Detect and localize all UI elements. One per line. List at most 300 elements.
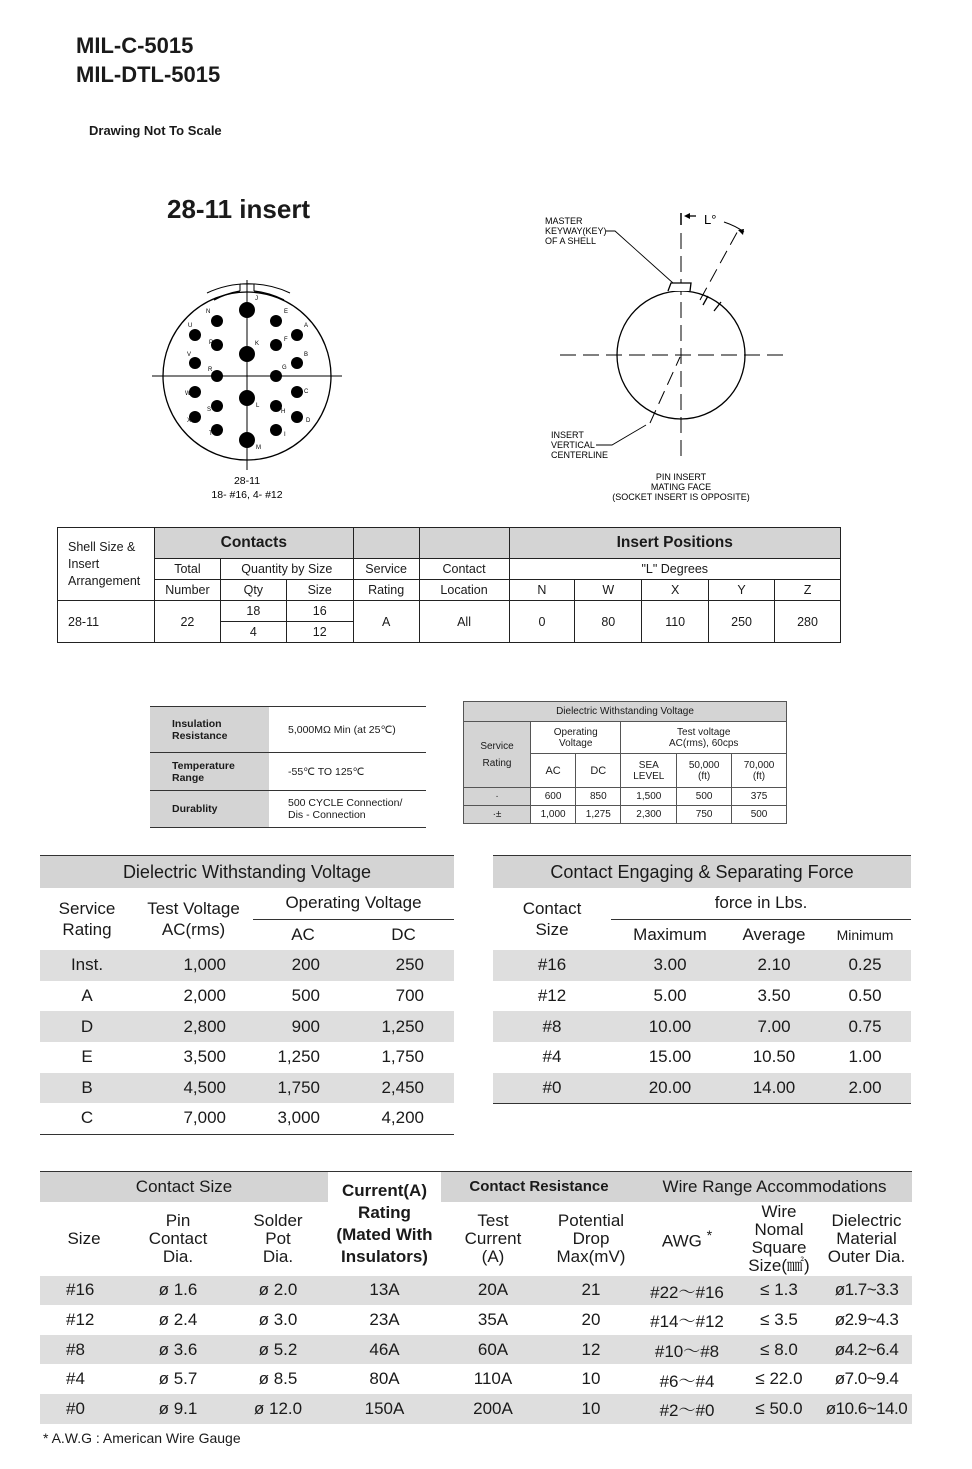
- contact-pin: [291, 329, 303, 341]
- cs-cell: 200A: [441, 1394, 545, 1424]
- small-dwv-ac: AC: [531, 754, 576, 788]
- small-dwv-cell: 1,500: [621, 788, 677, 806]
- small-dwv-50k-line2: (ft): [698, 770, 711, 782]
- wire-range-header: Wire Range Accommodations: [637, 1172, 912, 1202]
- small-dwv-test-line1: Test voltage: [677, 726, 731, 738]
- insulation-value-line1: 5,000MΩ Min (at 25℃): [288, 723, 396, 736]
- contact-letter: L: [256, 403, 260, 409]
- force-row: [493, 950, 911, 981]
- cs-cell: 60A: [441, 1335, 545, 1365]
- cs-solder-header: [228, 1202, 328, 1276]
- small-dwv-service-header: [464, 722, 531, 788]
- cs-row: [40, 1394, 912, 1424]
- insulation-key: [150, 707, 269, 753]
- small-dwv-row: [464, 788, 787, 806]
- dwv-row: [40, 1042, 454, 1073]
- durability-value-line2: Dis - Connection: [288, 809, 366, 821]
- cs-cell: #2～#0: [637, 1394, 737, 1424]
- cs-cell: 110A: [473, 1369, 513, 1389]
- force-title: Contact Engaging & Separating Force: [493, 856, 911, 889]
- cs-cell: ø 8.5: [258, 1369, 298, 1389]
- contacts-table: [57, 527, 841, 643]
- cs-diel-line2: Material: [836, 1228, 897, 1248]
- current-rating-line3: (Mated With: [336, 1224, 433, 1244]
- dwv-cell: D: [40, 1011, 134, 1042]
- force-cell: 5.00: [653, 986, 687, 1006]
- dwv-table: [40, 855, 454, 1135]
- small-dwv-70k-line2: (ft): [752, 770, 766, 782]
- cs-cell: 21: [545, 1276, 637, 1306]
- contact-letter: W: [185, 391, 191, 397]
- contacts-header: Contacts: [154, 528, 353, 559]
- cs-cell: ≤ 22.0: [755, 1369, 803, 1389]
- dwv-cell: 1,750: [381, 1047, 424, 1067]
- contact-pin: [270, 339, 282, 351]
- force-cell: 14.00: [729, 1073, 819, 1104]
- cs-test-line3: (A): [481, 1246, 505, 1266]
- contact-pin: [211, 400, 223, 412]
- contact-pin: [189, 357, 201, 369]
- small-dwv-cell: ·±: [464, 806, 531, 824]
- contact-letter: E: [284, 309, 289, 315]
- qty-by-size-header: Quantity by Size: [220, 559, 353, 580]
- cs-awg-header: [637, 1202, 737, 1276]
- pos-value-x: 110: [642, 601, 709, 643]
- dwv-operating-header: Operating Voltage: [253, 888, 454, 919]
- small-dwv-cell: 500: [677, 788, 732, 806]
- small-dwv-title: Dielectric Withstanding Voltage: [464, 702, 787, 722]
- cs-wire-line2: Square: [751, 1237, 807, 1257]
- cs-drop-line3: Max(mV): [556, 1246, 626, 1266]
- pos-value-n: 0: [509, 601, 575, 643]
- insert-vertical-label-2: VERTICAL: [551, 440, 595, 450]
- mating-face-label-3: (SOCKET INSERT IS OPPOSITE): [612, 492, 750, 502]
- pos-col-x: X: [642, 580, 709, 601]
- cs-cell: ≤ 1.3: [737, 1276, 821, 1306]
- dwv-cell: 1,750: [253, 1073, 353, 1104]
- cs-cell: ≤ 50.0: [737, 1394, 821, 1424]
- cs-cell: 10: [581, 1369, 601, 1389]
- cs-solder-line1: Solder: [253, 1210, 303, 1230]
- small-dwv-cell: 500: [732, 806, 787, 824]
- cs-cell: 20: [581, 1309, 601, 1329]
- force-table: [493, 855, 911, 1104]
- dwv-service-line1: Service: [58, 899, 116, 919]
- small-dwv-rows: [464, 788, 787, 824]
- dwv-row: [40, 981, 454, 1012]
- cs-cell: 12: [545, 1335, 637, 1365]
- contact-letter: V: [187, 352, 192, 358]
- cs-cell: #10～#8: [637, 1335, 737, 1365]
- cs-cell: 80A: [369, 1369, 400, 1389]
- pos-col-y: Y: [709, 580, 775, 601]
- dwv-row: [40, 950, 454, 981]
- cs-cell: #6～#4: [659, 1371, 715, 1391]
- cs-diel-line1: Dielectric: [831, 1210, 902, 1230]
- small-dwv-cell: 1,275: [576, 806, 621, 824]
- shell-size-header-line3: Arrangement: [68, 573, 141, 588]
- temperature-value-line1: -55℃ TO 125℃: [288, 765, 365, 778]
- contact-pin: [291, 386, 303, 398]
- contact-letter: A: [304, 323, 309, 329]
- blank-header-location: [419, 528, 509, 559]
- insulation-key-line1: Insulation: [172, 717, 222, 730]
- force-cell: 3.50: [757, 986, 791, 1006]
- temperature-row: [150, 753, 426, 791]
- force-max-header: Maximum: [633, 924, 707, 944]
- dwv-title: Dielectric Withstanding Voltage: [40, 856, 454, 889]
- contact-letter: D: [306, 418, 311, 424]
- cs-cell: 150A: [328, 1394, 441, 1424]
- cs-cell: ø 5.2: [228, 1335, 328, 1365]
- insulation-key-line2: Resistance: [172, 729, 228, 742]
- durability-key: [150, 791, 269, 828]
- dwv-cell: E: [81, 1047, 93, 1067]
- contact-letter: H: [281, 409, 286, 415]
- dwv-cell: 4,500: [134, 1073, 253, 1104]
- qty-header: Qty: [220, 580, 286, 601]
- force-unit-header: force in Lbs.: [611, 888, 911, 919]
- small-dwv-cell: 850: [576, 788, 621, 806]
- dwv-cell: 7,000: [134, 1103, 253, 1134]
- cs-cell: 20A: [441, 1276, 545, 1306]
- insert-caption-line1: 28-11: [233, 475, 261, 487]
- cs-cell: #0: [40, 1394, 128, 1424]
- orientation-drawing: [540, 205, 800, 505]
- size-value-1: 16: [286, 601, 353, 622]
- force-cell: 2.10: [729, 950, 819, 981]
- cs-row: [40, 1305, 912, 1335]
- force-contact-header: [493, 888, 611, 950]
- cs-pin-line2: Contact: [148, 1228, 208, 1248]
- dwv-test-header: [134, 888, 253, 950]
- contact-letter: S: [207, 407, 212, 413]
- small-dwv-50k-line1: 50,000: [688, 759, 720, 771]
- dwv-cell: 250: [353, 950, 454, 981]
- small-dwv-test-line2: AC(rms), 60cps: [668, 737, 739, 749]
- dwv-dc-header: DC: [391, 924, 416, 944]
- contact-pin: [239, 302, 255, 318]
- cs-cell: ø 5.7: [158, 1369, 198, 1389]
- cs-cell: ø7.0~9.4: [834, 1369, 899, 1389]
- dwv-row: [40, 1103, 454, 1134]
- contact-size-table: [40, 1171, 912, 1424]
- cs-drop-line2: Drop: [572, 1228, 610, 1248]
- dwv-cell: 2,800: [134, 1011, 253, 1042]
- insert-contacts: [185, 296, 311, 451]
- dwv-cell: Inst.: [40, 950, 134, 981]
- dwv-cell: C: [40, 1103, 134, 1134]
- dwv-cell: 3,500: [183, 1047, 226, 1067]
- force-row: [493, 1042, 911, 1073]
- cs-cell: ø1.7~3.3: [821, 1276, 912, 1306]
- cs-cell: ≤ 8.0: [737, 1335, 821, 1365]
- force-cell: 1.00: [848, 1047, 882, 1067]
- cs-cell: #8: [40, 1335, 128, 1365]
- dwv-cell: 500: [291, 986, 320, 1006]
- contact-letter: M: [256, 445, 261, 451]
- durability-value: [269, 791, 426, 828]
- dwv-cell: 700: [395, 986, 424, 1006]
- small-dwv-service-line2: Rating: [482, 757, 512, 769]
- small-dwv-70k: [732, 754, 787, 788]
- pos-col-n: N: [509, 580, 575, 601]
- dwv-cell: 200: [253, 950, 353, 981]
- contact-pin: [239, 432, 255, 448]
- cs-drop-header: [545, 1202, 637, 1276]
- small-dwv-row: [464, 806, 787, 824]
- cs-cell: #4: [66, 1369, 85, 1389]
- cs-solder-line3: Dia.: [262, 1246, 294, 1266]
- contact-pin: [211, 424, 223, 436]
- force-cell: #12: [537, 986, 567, 1006]
- small-dwv-70k-line1: 70,000: [743, 759, 775, 771]
- cs-cell: ø10.6~14.0: [821, 1394, 912, 1424]
- dwv-service-header: [40, 888, 134, 950]
- master-keyway-label-2: KEYWAY(KEY): [545, 226, 607, 236]
- contact-pin: [270, 370, 282, 382]
- durability-value-line1: 500 CYCLE Connection/: [288, 797, 403, 809]
- pos-col-w: W: [575, 580, 642, 601]
- location-header: Location: [419, 580, 509, 601]
- dwv-test-line2: AC(rms): [161, 920, 226, 940]
- small-dwv-sea-line2: LEVEL: [633, 770, 665, 782]
- contact-letter: K: [255, 341, 260, 347]
- small-dwv-cell: 1,000: [531, 806, 576, 824]
- dwv-cell: 2,450: [353, 1073, 454, 1104]
- cs-cell: ø4.2~6.4: [821, 1335, 912, 1365]
- contact-letter: U: [188, 323, 193, 329]
- cs-cell: #12: [66, 1309, 95, 1329]
- cs-pin-header: [128, 1202, 228, 1276]
- small-dwv-operating-header: [531, 722, 621, 754]
- cs-cell: ≤ 3.5: [760, 1309, 798, 1329]
- awg-footnote: * A.W.G : American Wire Gauge: [43, 1430, 241, 1446]
- force-cell: 0.50: [848, 986, 882, 1006]
- small-dwv-operating-line1: Operating: [553, 726, 598, 738]
- temperature-key: [150, 753, 269, 791]
- cs-diel-line3: Outer Dia.: [827, 1246, 906, 1266]
- contact-letter: T: [209, 431, 213, 437]
- dwv-cell: A: [81, 986, 93, 1006]
- cs-diel-header: [821, 1202, 912, 1276]
- contact-pin: [189, 329, 201, 341]
- temperature-key-line1: Temperature: [172, 759, 235, 772]
- shell-size-header: [58, 528, 155, 601]
- dwv-service-line2: Rating: [62, 920, 112, 940]
- qty-value-1: 18: [220, 601, 286, 622]
- cs-drop-line1: Potential: [557, 1210, 625, 1230]
- cs-cell: ø 2.0: [228, 1276, 328, 1306]
- location-value: All: [419, 601, 509, 643]
- cs-row: [40, 1335, 912, 1365]
- small-dwv-cell: 750: [677, 806, 732, 824]
- force-cell: 0.75: [819, 1011, 911, 1042]
- dwv-test-line1: Test Voltage: [147, 899, 240, 919]
- cs-cell: #14～#12: [650, 1312, 724, 1332]
- insulation-value: [269, 707, 426, 753]
- contact-letter: I: [284, 432, 286, 438]
- cs-awg-label: AWG: [661, 1231, 702, 1251]
- contact-pin: [270, 424, 282, 436]
- contact-letter: C: [304, 389, 309, 395]
- blank-header-service: [353, 528, 419, 559]
- cs-cell: 10: [545, 1394, 637, 1424]
- cs-cell: 13A: [328, 1276, 441, 1306]
- small-dwv-service-line1: Service: [480, 740, 514, 752]
- pos-value-y: 250: [709, 601, 775, 643]
- total-value: 22: [154, 601, 220, 643]
- dwv-cell: 1,250: [353, 1011, 454, 1042]
- contact-letter: G: [282, 365, 287, 371]
- dwv-cell: 1,000: [134, 950, 253, 981]
- small-dwv-cell: 375: [732, 788, 787, 806]
- contact-pin: [270, 315, 282, 327]
- contact-letter: X: [187, 418, 192, 424]
- small-dwv-table: [463, 701, 787, 824]
- cs-size-header: Size: [67, 1228, 101, 1248]
- scale-note: Drawing Not To Scale: [89, 123, 222, 138]
- contact-size-header: Contact Size: [40, 1172, 328, 1202]
- dwv-row: [40, 1073, 454, 1104]
- small-dwv-sea-line1: SEA: [638, 759, 659, 771]
- resistance-header: Contact Resistance: [441, 1172, 637, 1202]
- number-header: Number: [154, 580, 220, 601]
- cs-row: [40, 1364, 912, 1394]
- cs-pin-line3: Dia.: [162, 1246, 194, 1266]
- mating-face-label-1: PIN INSERT: [655, 472, 707, 482]
- force-cell: 15.00: [648, 1047, 692, 1067]
- force-cell: #16: [493, 950, 611, 981]
- cs-wire-line3: Size(㎟): [748, 1255, 810, 1275]
- shell-value: 28-11: [58, 601, 155, 643]
- insulation-table: [150, 706, 426, 828]
- small-dwv-operating-line2: Voltage: [559, 737, 593, 749]
- force-cell: #8: [493, 1011, 611, 1042]
- spec-title-line2: MIL-DTL-5015: [76, 62, 221, 87]
- insert-caption-line2: 18- #16, 4- #12: [211, 489, 283, 501]
- small-dwv-test-header: [621, 722, 787, 754]
- total-header: Total: [154, 559, 220, 580]
- cs-cell: ø 9.1: [128, 1394, 228, 1424]
- force-contact-line2: Size: [535, 920, 569, 940]
- insert-positions-header: Insert Positions: [509, 528, 841, 559]
- small-dwv-cell: 600: [531, 788, 576, 806]
- size-header: Size: [286, 580, 353, 601]
- cs-cell: #22～#16: [637, 1276, 737, 1306]
- dwv-ac-header: AC: [291, 924, 315, 944]
- pos-col-z: Z: [775, 580, 841, 601]
- cs-cell: 46A: [328, 1335, 441, 1365]
- temperature-key-line2: Range: [172, 771, 205, 784]
- force-row: [493, 1011, 911, 1042]
- force-cell: 10.00: [611, 1011, 729, 1042]
- mating-face-label-2: MATING FACE: [650, 482, 712, 492]
- force-row: [493, 1073, 911, 1104]
- durability-row: [150, 791, 426, 828]
- cs-cell: 23A: [369, 1309, 400, 1329]
- qty-value-2: 4: [220, 622, 286, 643]
- contact-pin: [211, 370, 223, 382]
- small-dwv-dc: DC: [576, 754, 621, 788]
- cs-cell: #16: [40, 1276, 128, 1306]
- cs-cell: ø 3.0: [258, 1309, 298, 1329]
- contact-pin: [239, 346, 255, 362]
- cs-wire-header: [737, 1202, 821, 1276]
- cs-solder-line2: Pot: [265, 1228, 291, 1248]
- dwv-cell: 900: [253, 1011, 353, 1042]
- pos-value-w: 80: [575, 601, 642, 643]
- cs-test-header: [441, 1202, 545, 1276]
- rating-header: Rating: [353, 580, 419, 601]
- force-cell: 20.00: [611, 1073, 729, 1104]
- force-contact-line1: Contact: [522, 899, 582, 919]
- cs-cell: ø 3.6: [128, 1335, 228, 1365]
- insert-face-drawing: [150, 270, 350, 510]
- cs-wire-line1: Wire Nomal: [754, 1201, 804, 1239]
- contact-pin: [211, 315, 223, 327]
- l-degrees-header: "L" Degrees: [509, 559, 841, 580]
- current-rating-header: [328, 1172, 441, 1276]
- spec-title: [76, 31, 220, 89]
- force-rows: [493, 950, 911, 1103]
- cs-row: [40, 1276, 912, 1306]
- insert-title: 28-11 insert: [167, 194, 311, 224]
- cs-cell: ø2.9~4.3: [834, 1309, 899, 1329]
- dwv-row: [40, 1011, 454, 1042]
- pos-value-z: 280: [775, 601, 841, 643]
- dwv-cell: 4,200: [353, 1103, 454, 1134]
- cs-test-line1: Test: [477, 1210, 509, 1230]
- force-cell: 2.00: [819, 1073, 911, 1104]
- cs-cell: ø 1.6: [128, 1276, 228, 1306]
- dwv-cell: 1,250: [277, 1047, 320, 1067]
- dwv-cell: B: [40, 1073, 134, 1104]
- master-keyway-label-1: MASTER: [545, 216, 583, 226]
- force-avg-header: Average: [742, 924, 806, 944]
- current-rating-line4: Insulators): [341, 1246, 428, 1266]
- force-cell: 10.50: [752, 1047, 796, 1067]
- contact-letter: R: [208, 367, 213, 373]
- master-keyway-label-3: OF A SHELL: [545, 236, 597, 246]
- cs-cell: ø 12.0: [228, 1394, 328, 1424]
- cs-cell: ø 2.4: [158, 1309, 198, 1329]
- temperature-value: [269, 753, 426, 791]
- shell-size-header-line1: Shell Size &: [68, 539, 136, 554]
- spec-title-line1: MIL-C-5015: [76, 33, 194, 58]
- contact-letter: J: [255, 296, 258, 302]
- force-row: [493, 981, 911, 1012]
- small-dwv-50k: [677, 754, 732, 788]
- small-dwv-cell: 2,300: [621, 806, 677, 824]
- contact-header: Contact: [419, 559, 509, 580]
- force-cell: 3.00: [611, 950, 729, 981]
- contact-letter: N: [206, 309, 211, 315]
- service-header: Service: [353, 559, 419, 580]
- insert-vertical-label-1: INSERT: [551, 430, 584, 440]
- force-cell: 0.25: [819, 950, 911, 981]
- current-rating-line2: Rating: [358, 1202, 411, 1222]
- contact-letter: F: [284, 337, 288, 343]
- contact-letter: P: [209, 340, 214, 346]
- durability-key-line1: Durablity: [172, 803, 218, 815]
- small-dwv-cell: ·: [464, 788, 531, 806]
- cs-awg-star: *: [706, 1227, 713, 1244]
- contact-pin: [291, 357, 303, 369]
- contact-pin: [291, 411, 303, 423]
- force-min-header: Minimum: [836, 926, 894, 943]
- insulation-row: [150, 707, 426, 753]
